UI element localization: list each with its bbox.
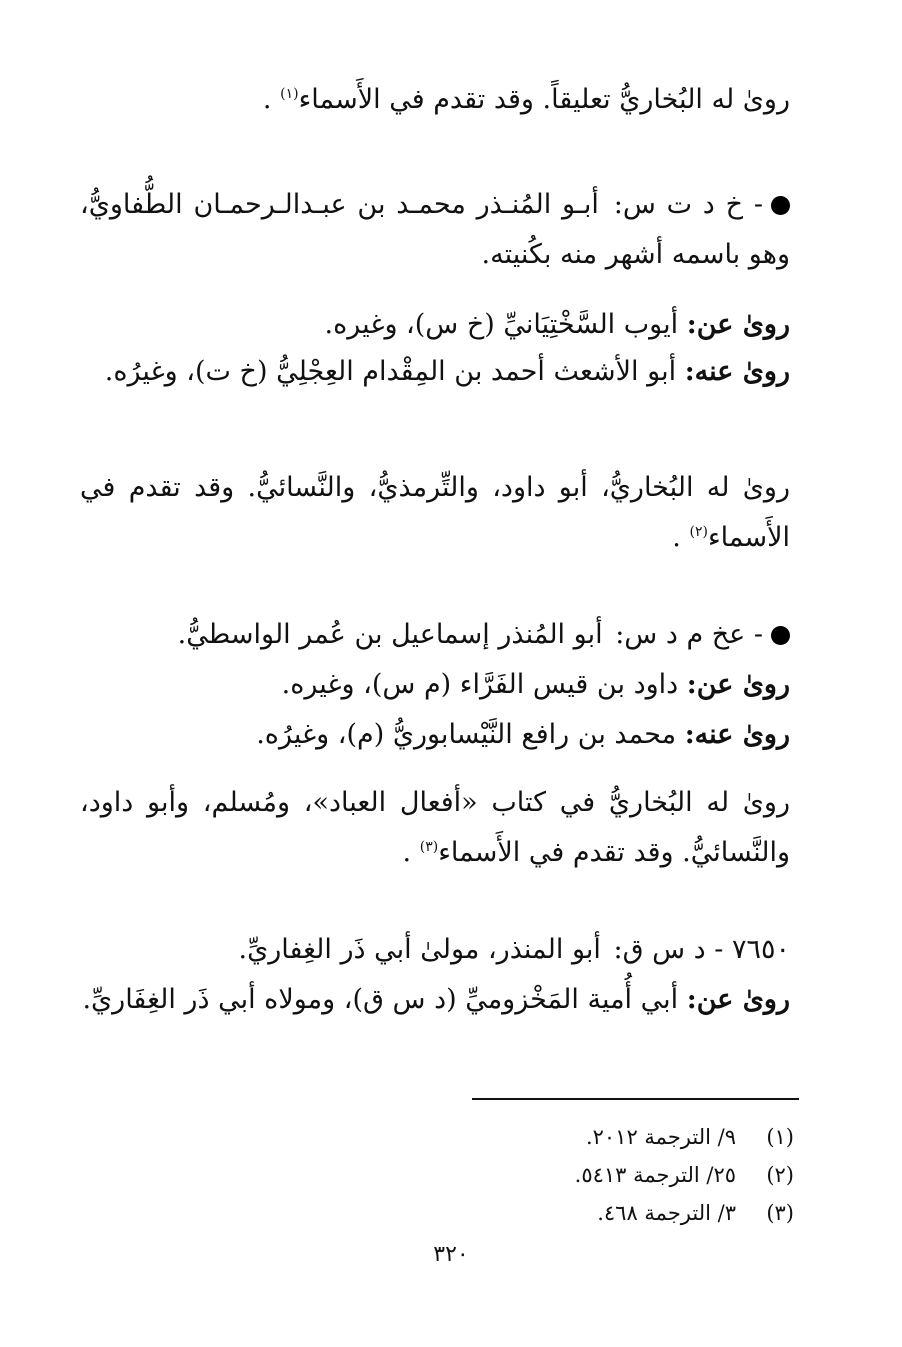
entry-1-heading (80, 180, 790, 280)
footnote-ref-2: (٢) (689, 524, 708, 540)
footnote (394, 1118, 794, 1156)
entry-2-narrated-from (80, 660, 790, 710)
narrators: أيوب السَّخْتِيَانيِّ (خ س)، وغيره. (324, 309, 679, 340)
entry-3-narrated-from (80, 975, 790, 1025)
entry-name: أبو المُنذر إسماعيل بن عُمر الواسطيُّ. (177, 619, 603, 650)
label-rawa-an: روىٰ عن: (686, 669, 790, 700)
entry-2-narrated-by (80, 710, 790, 760)
entry-2-transmission: روىٰ له البُخاريُّ في كتاب «أفعال العباد»، ومُسلم، وأبو داود، والنَّسائيُّ. وقد تقدم في الأَسماء$^{(٣)}$ . (80, 787, 790, 868)
paragraph-text: روىٰ له البُخاريُّ في كتاب «أفعال العباد»، ومُسلم، وأبو داود، والنَّسائيُّ. وقد تقدم في الأَسماء (80, 787, 790, 868)
entry-1-transmission: روىٰ له البُخاريُّ، أبو داود، والتِّرمذيُّ، والنَّسائيُّ. وقد تقدم في الأَسماء$^{(٢)}$ . (80, 472, 790, 553)
footnote-text: ٩/ الترجمة ٢٠١٢. (585, 1125, 736, 1149)
entry-name: أبـو المُنـذر محمـد بن عبـدالـرحمـان الطُّفاويُّ، وهو باسمه أشهر منه بكُنيته. (80, 189, 790, 270)
narrators: محمد بن رافع النَّيْسابوريُّ (م)، وغيرُه. (256, 719, 677, 750)
entry-code: ٧٦٥٠ - د س ق: (613, 934, 790, 965)
footnote-separator (472, 1098, 799, 1100)
label-rawa-an: روىٰ عن: (686, 309, 790, 340)
page-number: ٣٢٠ (433, 1242, 469, 1267)
footnote (394, 1156, 794, 1194)
footnote-number: (٣) (766, 1201, 794, 1225)
entry-1-narrated-from (80, 300, 790, 350)
footnote-text: ٢٥/ الترجمة ٥٤١٣. (574, 1163, 736, 1187)
footnote-number: (٢) (766, 1163, 794, 1187)
footnotes (394, 1118, 794, 1232)
bullet-icon (771, 196, 790, 215)
entry-code: - خ د ت س: (613, 189, 763, 220)
footnote-number: (١) (766, 1125, 794, 1149)
entry-3-heading (80, 925, 790, 975)
entry-name: أبو المنذر، مولىٰ أبي ذَر الغِفاريِّ. (238, 934, 601, 965)
label-rawa-anhu: روىٰ عنه: (684, 719, 790, 750)
bullet-icon (771, 626, 790, 645)
label-rawa-an: روىٰ عن: (686, 984, 790, 1015)
footnote-ref-3: (٣) (419, 839, 439, 855)
narrators: أبي أُمية المَخْزوميِّ (د س ق)، ومولاه أبي ذَر الغِفَاريِّ. (82, 984, 679, 1015)
footnote (394, 1194, 794, 1232)
entry-code: - عخ م د س: (615, 619, 763, 650)
entry-2-heading (80, 610, 790, 660)
footnote-ref-1: (١) (280, 86, 299, 102)
label-rawa-anhu: روىٰ عنه: (684, 356, 790, 387)
footnote-text: ٣/ الترجمة ٤٦٨. (597, 1201, 736, 1225)
paragraph-text: روىٰ له البُخاريُّ، أبو داود، والتِّرمذيُّ، والنَّسائيُّ. وقد تقدم في الأَسماء (80, 472, 790, 553)
entry-1-narrated-by (80, 347, 790, 397)
paragraph-text: روىٰ له البُخاريُّ تعليقاً. وقد تقدم في الأَسماء (298, 84, 790, 115)
narrators: داود بن قيس الفَرَّاء (م س)، وغيره. (281, 669, 679, 700)
narrators: أبو الأشعث أحمد بن المِقْدام العِجْلِيُّ (خ ت)، وغيرُه. (104, 356, 677, 387)
paragraph-rawa-1: روىٰ له البُخاريُّ تعليقاً. وقد تقدم في الأَسماء$^{(١)}$ . (262, 84, 790, 115)
